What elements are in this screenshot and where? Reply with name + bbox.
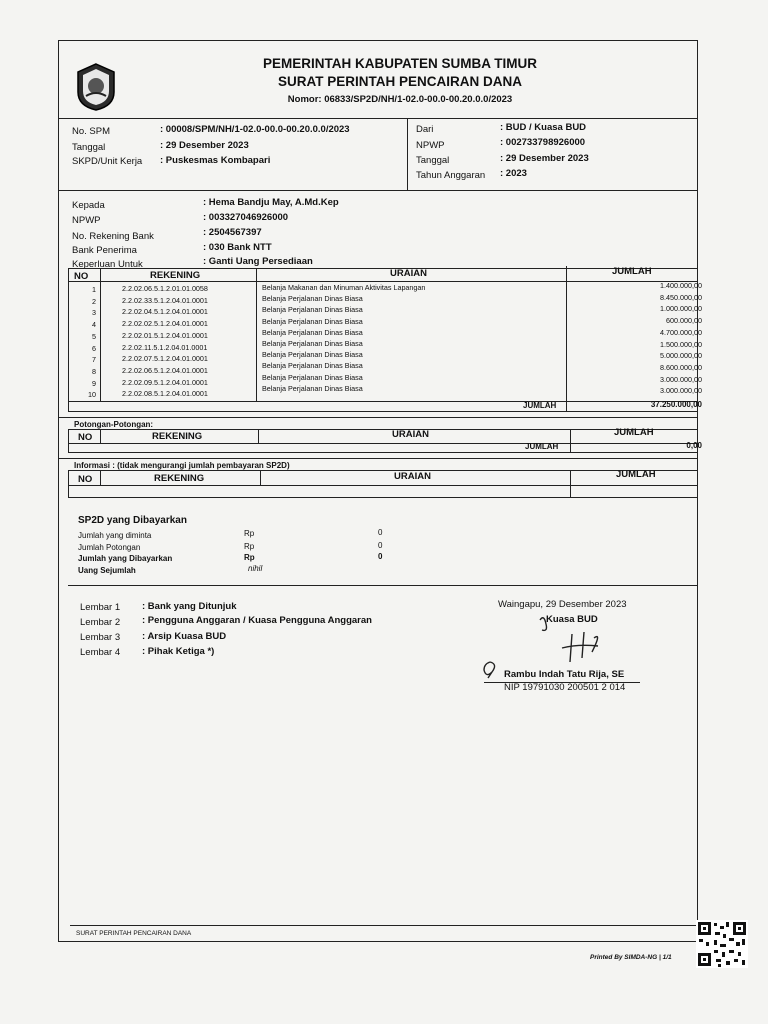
keperluan-value: : Ganti Uang Persediaan (203, 256, 313, 267)
regency-emblem-icon (74, 62, 118, 112)
main-col-no: NO (74, 271, 89, 282)
summary-diminta-value: 0 (378, 528, 383, 537)
summary-dibayarkan-value: 0 (378, 552, 383, 561)
keperluan-label: Keperluan Untuk (72, 259, 143, 270)
tanggal-label: Tanggal (416, 155, 450, 166)
kepada-value: : Hema Bandju May, A.Md.Kep (203, 197, 339, 208)
lembar-1-label: Lembar 1 (80, 602, 121, 613)
bank-penerima-label: Bank Penerima (72, 245, 137, 256)
summary-dibayarkan-label: Jumlah yang Dibayarkan (78, 554, 173, 563)
potongan-total-label: JUMLAH (525, 442, 559, 451)
document-frame (58, 40, 698, 942)
summary-title: SP2D yang Dibayarkan (78, 515, 187, 526)
row-rekening: 2.2.02.06.5.1.2.01.01.0058 (122, 284, 208, 293)
row-rekening: 2.2.02.02.5.1.2.04.01.0001 (122, 319, 208, 329)
row-uraian: Belanja Perjalanan Dinas Biasa (262, 361, 363, 371)
row-uraian: Belanja Perjalanan Dinas Biasa (262, 327, 363, 337)
main-col-rekening: REKENING (150, 270, 201, 281)
no-spm-value: : 00008/SPM/NH/1-02.0-00.0-00.20.0.0/2023 (160, 124, 350, 135)
initials-mark-icon (480, 658, 502, 680)
row-no: 10 (88, 390, 96, 400)
kepada-label: Kepada (72, 200, 105, 211)
row-rekening: 2.2.02.09.5.1.2.04.01.0001 (122, 377, 208, 387)
summary-diminta-cur: Rp (244, 529, 255, 538)
row-jumlah: 5.000.000,00 (660, 351, 702, 361)
rekening-bank-label: No. Rekening Bank (72, 231, 154, 242)
signature-nip: NIP 19791030 200501 2 014 (504, 682, 626, 693)
tanggal-value: : 29 Desember 2023 (500, 153, 589, 164)
row-jumlah: 1.400.000,00 (660, 281, 702, 290)
row-no: 4 (92, 320, 96, 330)
lembar-2-label: Lembar 2 (80, 617, 121, 628)
qr-code-icon (696, 920, 748, 968)
signature-role: Kuasa BUD (546, 614, 598, 625)
row-jumlah: 8.450.000,00 (660, 292, 702, 302)
footer-printed: Printed By SIMDA-NG | 1/1 (590, 954, 672, 961)
potongan-title: Potongan-Potongan: (74, 420, 154, 429)
row-jumlah: 1.000.000,00 (660, 304, 702, 314)
header-nomor: Nomor: 06833/SP2D/NH/1-02.0-00.0-00.20.0.0/2023 (287, 94, 513, 105)
row-uraian: Belanja Perjalanan Dinas Biasa (262, 383, 363, 393)
header-line2: SURAT PERINTAH PENCAIRAN DANA (277, 74, 522, 89)
tahun-label: Tahun Anggaran (416, 170, 486, 181)
row-uraian: Belanja Perjalanan Dinas Biasa (262, 294, 363, 304)
informasi-col-uraian: URAIAN (394, 471, 431, 482)
row-rekening: 2.2.02.01.5.1.2.04.01.0001 (122, 330, 208, 340)
potongan-total-value: 0,00 (686, 441, 702, 450)
lembar-4-value: : Pihak Ketiga *) (142, 646, 215, 657)
main-col-uraian: URAIAN (390, 268, 427, 279)
handwritten-signature-icon (532, 610, 612, 666)
row-jumlah: 4.700.000,00 (660, 327, 702, 337)
lembar-1-value: : Bank yang Ditunjuk (142, 601, 237, 612)
row-jumlah: 600.000,00 (666, 316, 702, 326)
row-jumlah: 8.600.000,00 (660, 362, 702, 372)
signature-place-date: Waingapu, 29 Desember 2023 (498, 599, 627, 610)
summary-potongan-cur: Rp (244, 542, 255, 551)
row-uraian: Belanja Perjalanan Dinas Biasa (262, 372, 363, 382)
signature-name: Rambu Indah Tatu Rija, SE (504, 669, 625, 680)
dari-value: : BUD / Kuasa BUD (500, 122, 587, 133)
skpd-value: : Puskesmas Kombapari (160, 155, 271, 166)
informasi-title: Informasi : (tidak mengurangi jumlah pembayaran SP2D) (74, 461, 290, 470)
row-no: 7 (92, 355, 96, 365)
row-rekening: 2.2.02.08.5.1.2.04.01.0001 (122, 389, 208, 399)
row-uraian: Belanja Perjalanan Dinas Biasa (262, 316, 363, 326)
row-rekening: 2.2.02.06.5.1.2.04.01.0001 (122, 365, 208, 375)
potongan-col-uraian: URAIAN (392, 429, 429, 440)
summary-dibayarkan-cur: Rp (244, 553, 255, 562)
rekening-bank-value: : 2504567397 (203, 227, 262, 238)
no-spm-label: No. SPM (72, 126, 111, 137)
row-uraian: Belanja Perjalanan Dinas Biasa (262, 350, 363, 360)
terbilang-label: Uang Sejumlah (78, 566, 136, 575)
row-no: 1 (92, 285, 96, 294)
npwp-value: : 003327046926000 (203, 212, 289, 223)
potongan-col-rekening: REKENING (152, 431, 203, 442)
lembar-3-value: : Arsip Kuasa BUD (142, 631, 227, 642)
skpd-label: SKPD/Unit Kerja (72, 156, 143, 167)
informasi-col-jumlah: JUMLAH (616, 469, 656, 480)
row-rekening: 2.2.02.11.5.1.2.04.01.0001 (122, 342, 208, 352)
row-rekening: 2.2.02.33.5.1.2.04.01.0001 (122, 295, 208, 305)
row-jumlah: 3.000.000,00 (660, 386, 702, 396)
npwp-bud-label: NPWP (416, 140, 445, 151)
row-jumlah: 1.500.000,00 (660, 339, 702, 349)
lembar-4-label: Lembar 4 (80, 647, 121, 658)
footer-doc-name: SURAT PERINTAH PENCAIRAN DANA (76, 930, 192, 937)
summary-potongan-value: 0 (378, 541, 383, 550)
npwp-label: NPWP (72, 215, 101, 226)
npwp-bud-value: : 002733798926000 (500, 137, 586, 148)
main-col-jumlah: JUMLAH (612, 266, 652, 277)
row-no: 8 (92, 366, 96, 376)
row-uraian: Belanja Perjalanan Dinas Biasa (262, 339, 363, 348)
potongan-col-no: NO (78, 432, 93, 443)
row-rekening: 2.2.02.04.5.1.2.04.01.0001 (122, 307, 208, 317)
row-no: 2 (92, 296, 96, 306)
bank-penerima-value: : 030 Bank NTT (203, 242, 272, 253)
row-no: 9 (92, 378, 96, 388)
informasi-col-rekening: REKENING (154, 473, 205, 484)
row-no: 6 (92, 343, 96, 353)
tanggal-spm-value: : 29 Desember 2023 (160, 140, 249, 151)
dari-label: Dari (416, 124, 434, 135)
row-no: 5 (92, 331, 96, 341)
lembar-2-value: : Pengguna Anggaran / Kuasa Pengguna Anggaran (142, 615, 372, 626)
row-uraian: Belanja Perjalanan Dinas Biasa (262, 305, 363, 315)
summary-potongan-label: Jumlah Potongan (78, 543, 141, 552)
summary-diminta-label: Jumlah yang diminta (78, 531, 152, 540)
row-no: 3 (92, 308, 96, 318)
potongan-col-jumlah: JUMLAH (614, 427, 654, 438)
tahun-value: : 2023 (500, 168, 527, 179)
tanggal-spm-label: Tanggal (72, 142, 106, 153)
lembar-3-label: Lembar 3 (80, 632, 121, 643)
informasi-col-no: NO (78, 474, 93, 485)
row-rekening: 2.2.02.07.5.1.2.04.01.0001 (122, 354, 208, 364)
row-jumlah: 3.000.000,00 (660, 374, 702, 384)
terbilang-value: nihil (248, 564, 263, 573)
main-total-label: JUMLAH (523, 401, 557, 410)
main-total-value: 37.250.000,00 (650, 400, 702, 409)
row-uraian: Belanja Makanan dan Minuman Aktivitas Lapangan (262, 283, 426, 292)
header-line1: PEMERINTAH KABUPATEN SUMBA TIMUR (263, 56, 537, 71)
